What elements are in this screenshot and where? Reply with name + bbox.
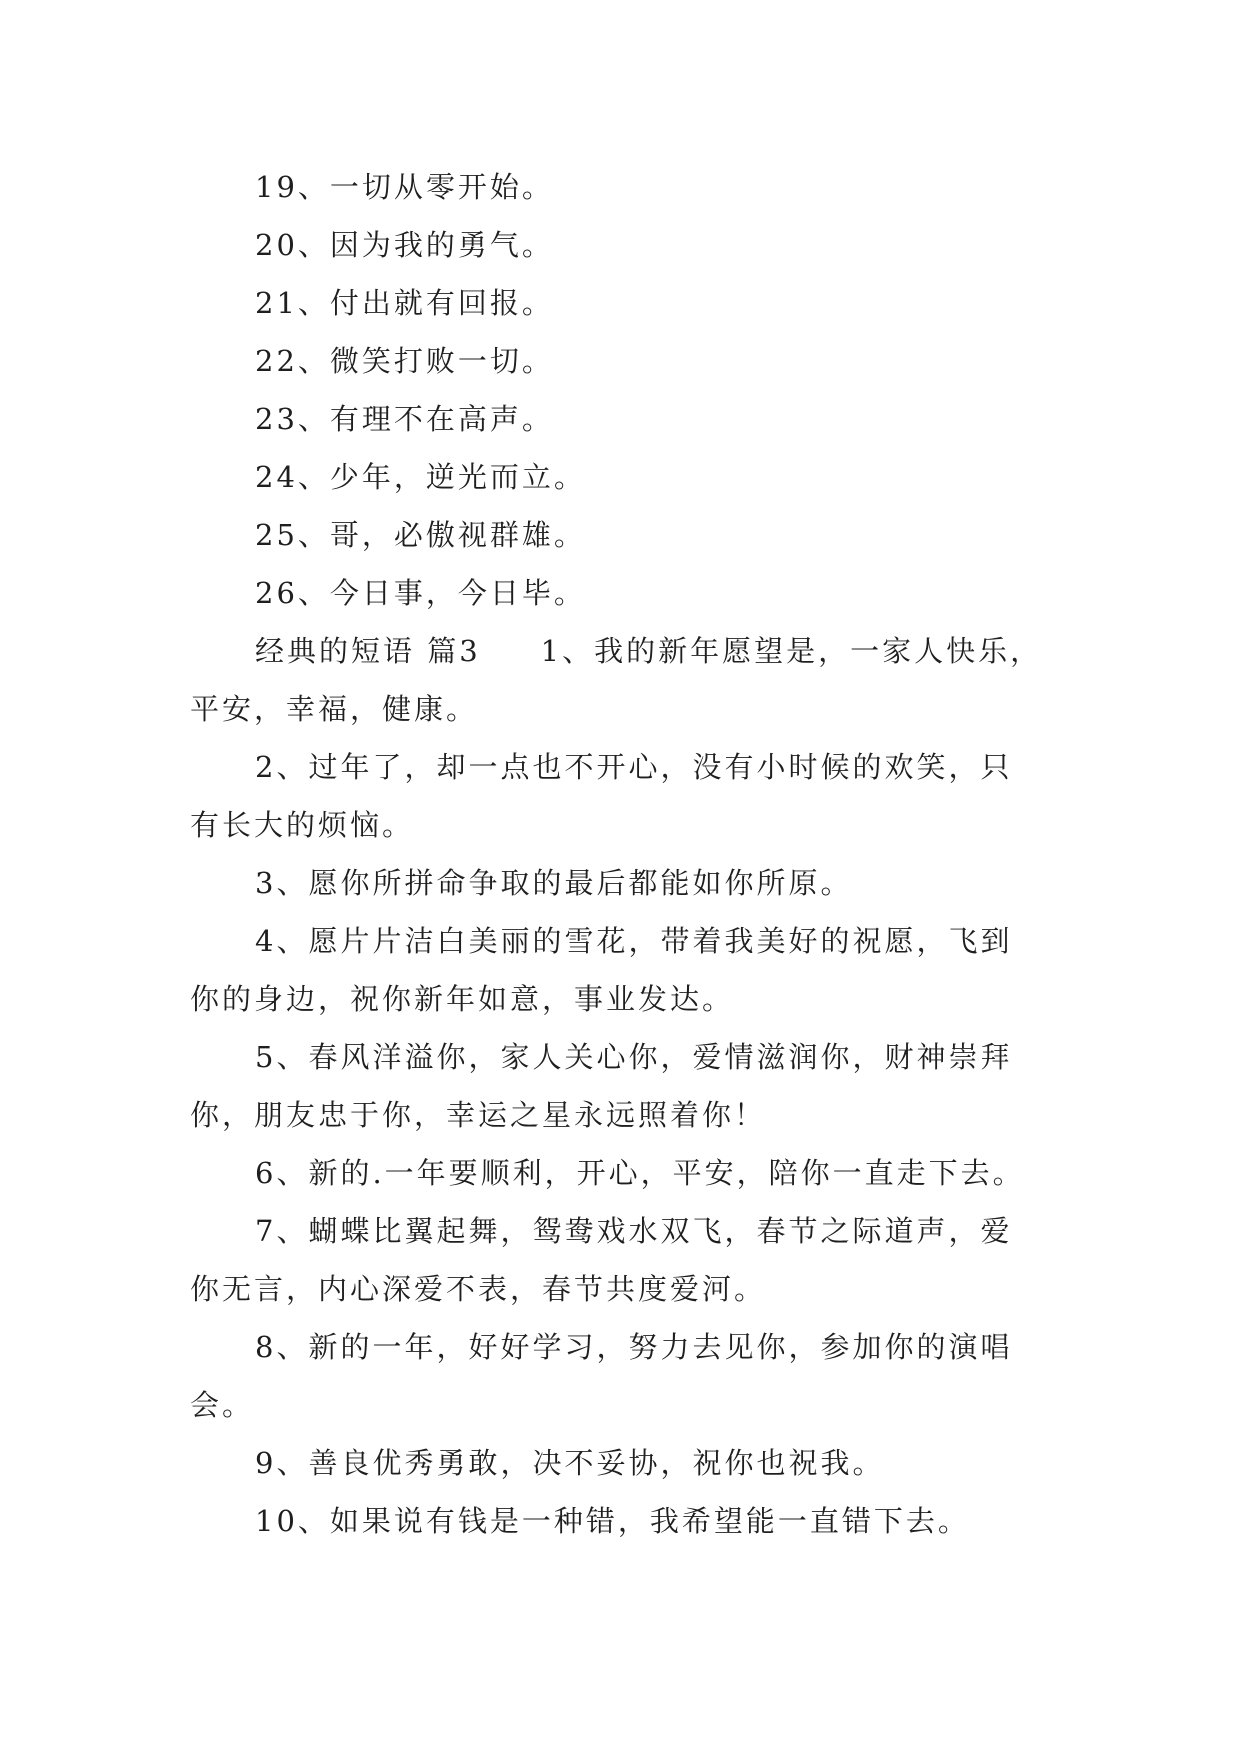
paragraph-line: 9、善良优秀勇敢，决不妥协，祝你也祝我。 (255, 1446, 885, 1480)
section-heading: 经典的短语 篇3 (255, 634, 481, 668)
list-item: 24、少年，逆光而立。 (255, 460, 586, 494)
paragraph-line: 8、新的一年，好好学习，努力去见你，参加你的演唱 (255, 1330, 1013, 1364)
paragraph-line: 你无言，内心深爱不表，春节共度爱河。 (190, 1272, 767, 1306)
list-item: 19、一切从零开始。 (255, 170, 554, 204)
paragraph-line: 6、新的.一年要顺利，开心，平安，陪你一直走下去。 (255, 1156, 1025, 1190)
document-page (190, 158, 1060, 1550)
paragraph-line: 你的身边，祝你新年如意，事业发达。 (190, 982, 735, 1016)
paragraph-line: 7、蝴蝶比翼起舞，鸳鸯戏水双飞，春节之际道声，爱 (255, 1214, 1013, 1248)
paragraph-line: 有长大的烦恼。 (190, 808, 415, 842)
section-heading-line (190, 622, 1060, 680)
list-item: 26、今日事，今日毕。 (255, 576, 586, 610)
paragraph-line: 平安，幸福，健康。 (190, 692, 479, 726)
paragraph-line: 4、愿片片洁白美丽的雪花，带着我美好的祝愿，飞到 (255, 924, 1013, 958)
paragraph-line: 10、如果说有钱是一种错，我希望能一直错下去。 (255, 1504, 970, 1538)
paragraph-line: 2、过年了，却一点也不开心，没有小时候的欢笑，只 (255, 750, 1013, 784)
list-item: 25、哥，必傲视群雄。 (255, 518, 586, 552)
paragraph-line: 5、春风洋溢你，家人关心你，爱情滋润你，财神崇拜 (255, 1040, 1013, 1074)
paragraph-line: 3、愿你所拼命争取的最后都能如你所原。 (255, 866, 853, 900)
list-item: 23、有理不在高声。 (255, 402, 554, 436)
list-item: 21、付出就有回报。 (255, 286, 554, 320)
paragraph-line: 你，朋友忠于你，幸运之星永远照着你！ (190, 1098, 767, 1132)
paragraph-line: 1、我的新年愿望是，一家人快乐， (540, 634, 1043, 668)
paragraph-line: 会。 (190, 1388, 255, 1422)
list-item: 20、因为我的勇气。 (255, 228, 554, 262)
list-item: 22、微笑打败一切。 (255, 344, 554, 378)
